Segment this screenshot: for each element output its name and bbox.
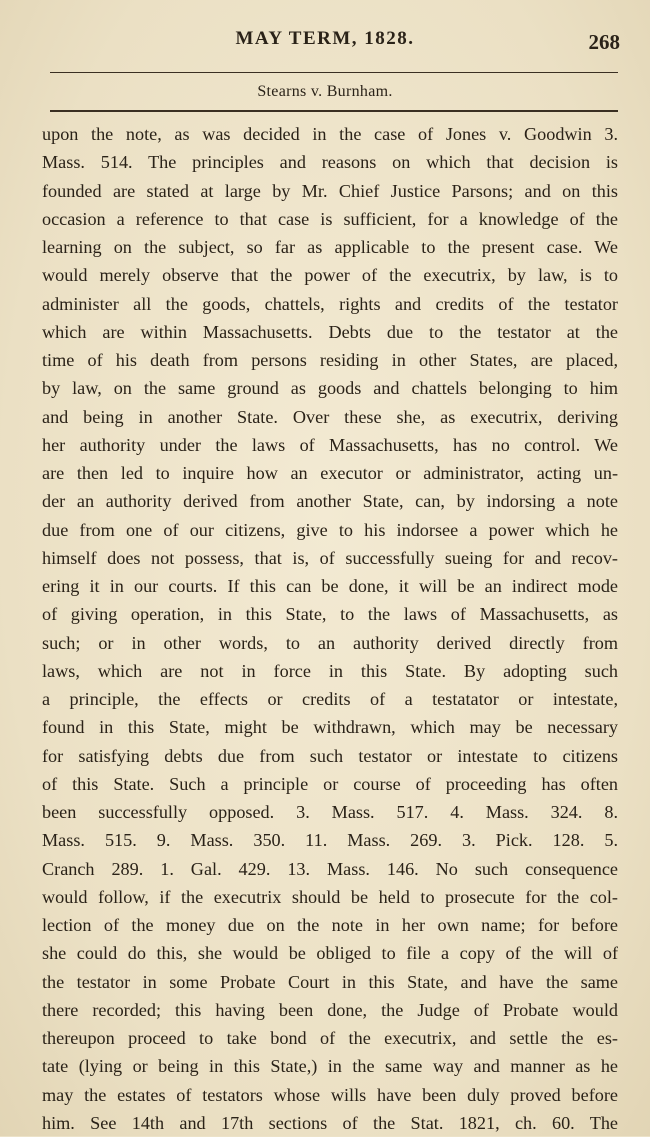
text-line: time of his death from persons residing in other States, are placed, bbox=[42, 350, 618, 370]
text-line: Mass. 514. The principles and reasons on which that decision is bbox=[42, 152, 618, 173]
case-title: Stearns v. Burnham. bbox=[257, 83, 393, 100]
text-line: ering it in our courts. If this can be done, it will be an indirect mode bbox=[42, 576, 618, 596]
text-line: are then led to inquire how an executor or administrator, acting un- bbox=[42, 463, 618, 483]
text-line: her authority under the laws of Massachusetts, has no control. We bbox=[42, 434, 618, 455]
text-line: Cranch 289. 1. Gal. 429. 13. Mass. 146. No such consequence bbox=[42, 858, 618, 879]
text-line: tate (lying or being in this State,) in the same way and manner as he bbox=[42, 1056, 618, 1077]
text-line: thereupon proceed to take bond of the executrix, and settle the es- bbox=[42, 1028, 618, 1048]
text-line: which are within Massachusetts. Debts due to the testator at the bbox=[42, 321, 618, 342]
text-line: learning on the subject, so far as applicable to the present case. We bbox=[42, 237, 618, 257]
header-rule-top bbox=[50, 72, 618, 73]
text-line: would follow, if the executrix should be held to prosecute for the col- bbox=[42, 886, 618, 907]
text-line: may the estates of testators whose wills have been duly proved before bbox=[42, 1084, 618, 1105]
text-line: there recorded; this having been done, the Judge of Probate would bbox=[42, 999, 618, 1020]
page-header bbox=[0, 28, 650, 58]
text-line: administer all the goods, chattels, rights and credits of the testator bbox=[42, 293, 618, 314]
text-line: a principle, the effects or credits of a testatator or intestate, bbox=[42, 689, 618, 709]
text-line: lection of the money due on the note in her own name; for before bbox=[42, 915, 618, 935]
text-line: she could do this, she would be obliged to file a copy of the will of bbox=[42, 943, 618, 964]
page-number: 268 bbox=[588, 30, 620, 54]
text-line: found in this State, might be withdrawn, which may be necessary bbox=[42, 717, 618, 738]
text-line: and being in another State. Over these she, as executrix, deriving bbox=[42, 406, 618, 427]
text-line: due from one of our citizens, give to his indorsee a power which he bbox=[42, 519, 618, 540]
text-line: of this State. Such a principle or course of proceeding has often bbox=[42, 773, 618, 794]
text-line: himself does not possess, that is, of successfully sueing for and recov- bbox=[42, 547, 618, 568]
text-line: for satisfying debts due from such testator or intestate to citizens bbox=[42, 745, 618, 766]
text-line: the testator in some Probate Court in this State, and have the same bbox=[42, 971, 618, 992]
text-line: of giving operation, in this State, to the laws of Massachusetts, as bbox=[42, 604, 618, 625]
text-line: such; or in other words, to an authority derived directly from bbox=[42, 632, 618, 653]
text-line: laws, which are not in force in this State. By adopting such bbox=[42, 660, 618, 681]
text-line: upon the note, as was decided in the case of Jones v. Goodwin 3. bbox=[42, 124, 618, 144]
text-line: occasion a reference to that case is sufficient, for a knowledge of the bbox=[42, 208, 618, 229]
header-rule-bottom bbox=[50, 110, 618, 112]
running-head: MAY TERM, 1828. bbox=[235, 28, 415, 49]
body-text bbox=[42, 120, 618, 1137]
text-line: him. See 14th and 17th sections of the Stat. 1821, ch. 60. The bbox=[42, 1112, 618, 1133]
text-line: been successfully opposed. 3. Mass. 517. 4. Mass. 324. 8. bbox=[42, 802, 618, 822]
text-line: der an authority derived from another State, can, by indorsing a note bbox=[42, 491, 618, 512]
text-line: Mass. 515. 9. Mass. 350. 11. Mass. 269. 3. Pick. 128. 5. bbox=[42, 830, 618, 851]
text-line: founded are stated at large by Mr. Chief Justice Parsons; and on this bbox=[42, 180, 618, 201]
text-line: by law, on the same ground as goods and chattels belonging to him bbox=[42, 378, 618, 399]
text-line: would merely observe that the power of the executrix, by law, is to bbox=[42, 265, 618, 286]
